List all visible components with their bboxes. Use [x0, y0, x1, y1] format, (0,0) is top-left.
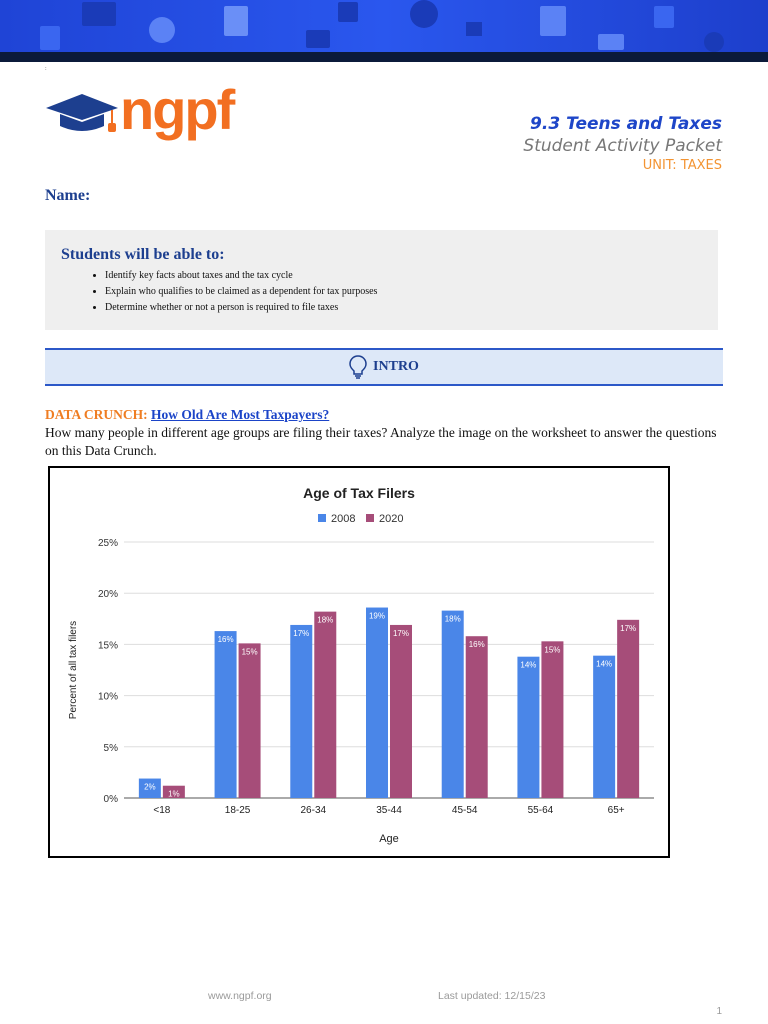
- bar-2020: [466, 636, 488, 798]
- x-tick-label: 45-54: [451, 805, 478, 816]
- y-tick-label: 5%: [103, 742, 118, 754]
- bar-data-label: 16%: [468, 640, 485, 650]
- y-tick-label: 10%: [97, 691, 118, 703]
- y-axis-label: Percent of all tax filers: [68, 620, 79, 720]
- bar-data-label: 17%: [293, 628, 310, 638]
- x-axis-label: Age: [379, 833, 399, 845]
- data-crunch-tag: DATA CRUNCH:: [45, 407, 148, 422]
- bar-2008: [517, 657, 539, 798]
- bar-data-label: 2%: [144, 782, 156, 792]
- bar-chart: [50, 468, 668, 856]
- objectives-list: [61, 268, 718, 316]
- intro-label: INTRO: [373, 359, 419, 374]
- data-crunch-body: How many people in different age groups are filing their taxes? Analyze the image on the worksheet to answer the questions on this Data Crunch.: [45, 425, 717, 458]
- brand-logo: ngpf: [120, 78, 234, 141]
- x-tick-label: 18-25: [224, 805, 251, 816]
- objectives-box: [45, 230, 718, 330]
- bar-data-label: 18%: [317, 615, 334, 625]
- name-label: Name:: [45, 187, 91, 204]
- bar-2008: [290, 625, 312, 798]
- legend-label: 2008: [331, 513, 356, 525]
- y-tick-label: 20%: [97, 589, 118, 601]
- footer-website: www.ngpf.org: [208, 990, 272, 1002]
- lightbulb-icon: [349, 355, 367, 379]
- bar-data-label: 16%: [217, 635, 234, 645]
- bar-data-label: 17%: [620, 623, 637, 633]
- chart-title: Age of Tax Filers: [303, 485, 415, 501]
- bar-2020: [239, 643, 261, 798]
- bar-data-label: 18%: [444, 614, 461, 624]
- objectives-heading: Students will be able to:: [61, 246, 225, 263]
- x-tick-label: <18: [153, 805, 171, 816]
- bar-data-label: 1%: [168, 789, 180, 799]
- chart-frame: [48, 466, 670, 858]
- bar-2020: [390, 625, 412, 798]
- x-tick-label: 65+: [607, 805, 625, 816]
- legend-label: 2020: [379, 513, 404, 525]
- bar-2008: [366, 608, 388, 798]
- y-tick-label: 0%: [103, 794, 118, 805]
- doc-unit: UNIT: TAXES: [642, 158, 722, 173]
- document-heading: [523, 114, 722, 173]
- bar-data-label: 14%: [596, 659, 613, 669]
- data-crunch-link[interactable]: How Old Are Most Taxpayers?: [151, 407, 330, 422]
- x-tick-label: 26-34: [300, 805, 327, 816]
- bar-2020: [541, 641, 563, 798]
- banner-pattern: [0, 0, 768, 52]
- bar-2020: [314, 612, 336, 798]
- bar-data-label: 15%: [241, 647, 258, 657]
- legend-swatch: [366, 514, 374, 522]
- bar-data-label: 17%: [392, 628, 410, 638]
- y-tick-label: 25%: [97, 538, 118, 549]
- legend-swatch: [318, 514, 326, 522]
- list-item: • Explain who qualifies to be claimed as a dependent for tax purposes: [105, 284, 718, 300]
- bar-2008: [442, 611, 464, 798]
- bar-2020: [617, 620, 639, 798]
- list-item: • Identify key facts about taxes and the tax cycle: [105, 268, 718, 284]
- bar-2008: [215, 631, 237, 798]
- intro-section-bar: [45, 348, 723, 386]
- bar-data-label: 19%: [368, 611, 386, 621]
- header-mark: :: [45, 66, 47, 72]
- bar-data-label: 15%: [544, 645, 561, 655]
- doc-title: 9.3 Teens and Taxes: [530, 114, 722, 134]
- header-banner: [0, 0, 768, 62]
- footer-updated: Last updated: 12/15/23: [438, 990, 546, 1002]
- page-number: 1: [716, 1006, 722, 1017]
- bar-data-label: 14%: [520, 660, 537, 670]
- doc-subtitle: Student Activity Packet: [523, 136, 722, 156]
- x-tick-label: 55-64: [527, 805, 554, 816]
- data-crunch: [45, 406, 725, 460]
- bar-2008: [593, 656, 615, 798]
- list-item: • Determine whether or not a person is required to file taxes: [105, 300, 718, 316]
- y-tick-label: 15%: [97, 640, 118, 652]
- x-tick-label: 35-44: [376, 805, 402, 816]
